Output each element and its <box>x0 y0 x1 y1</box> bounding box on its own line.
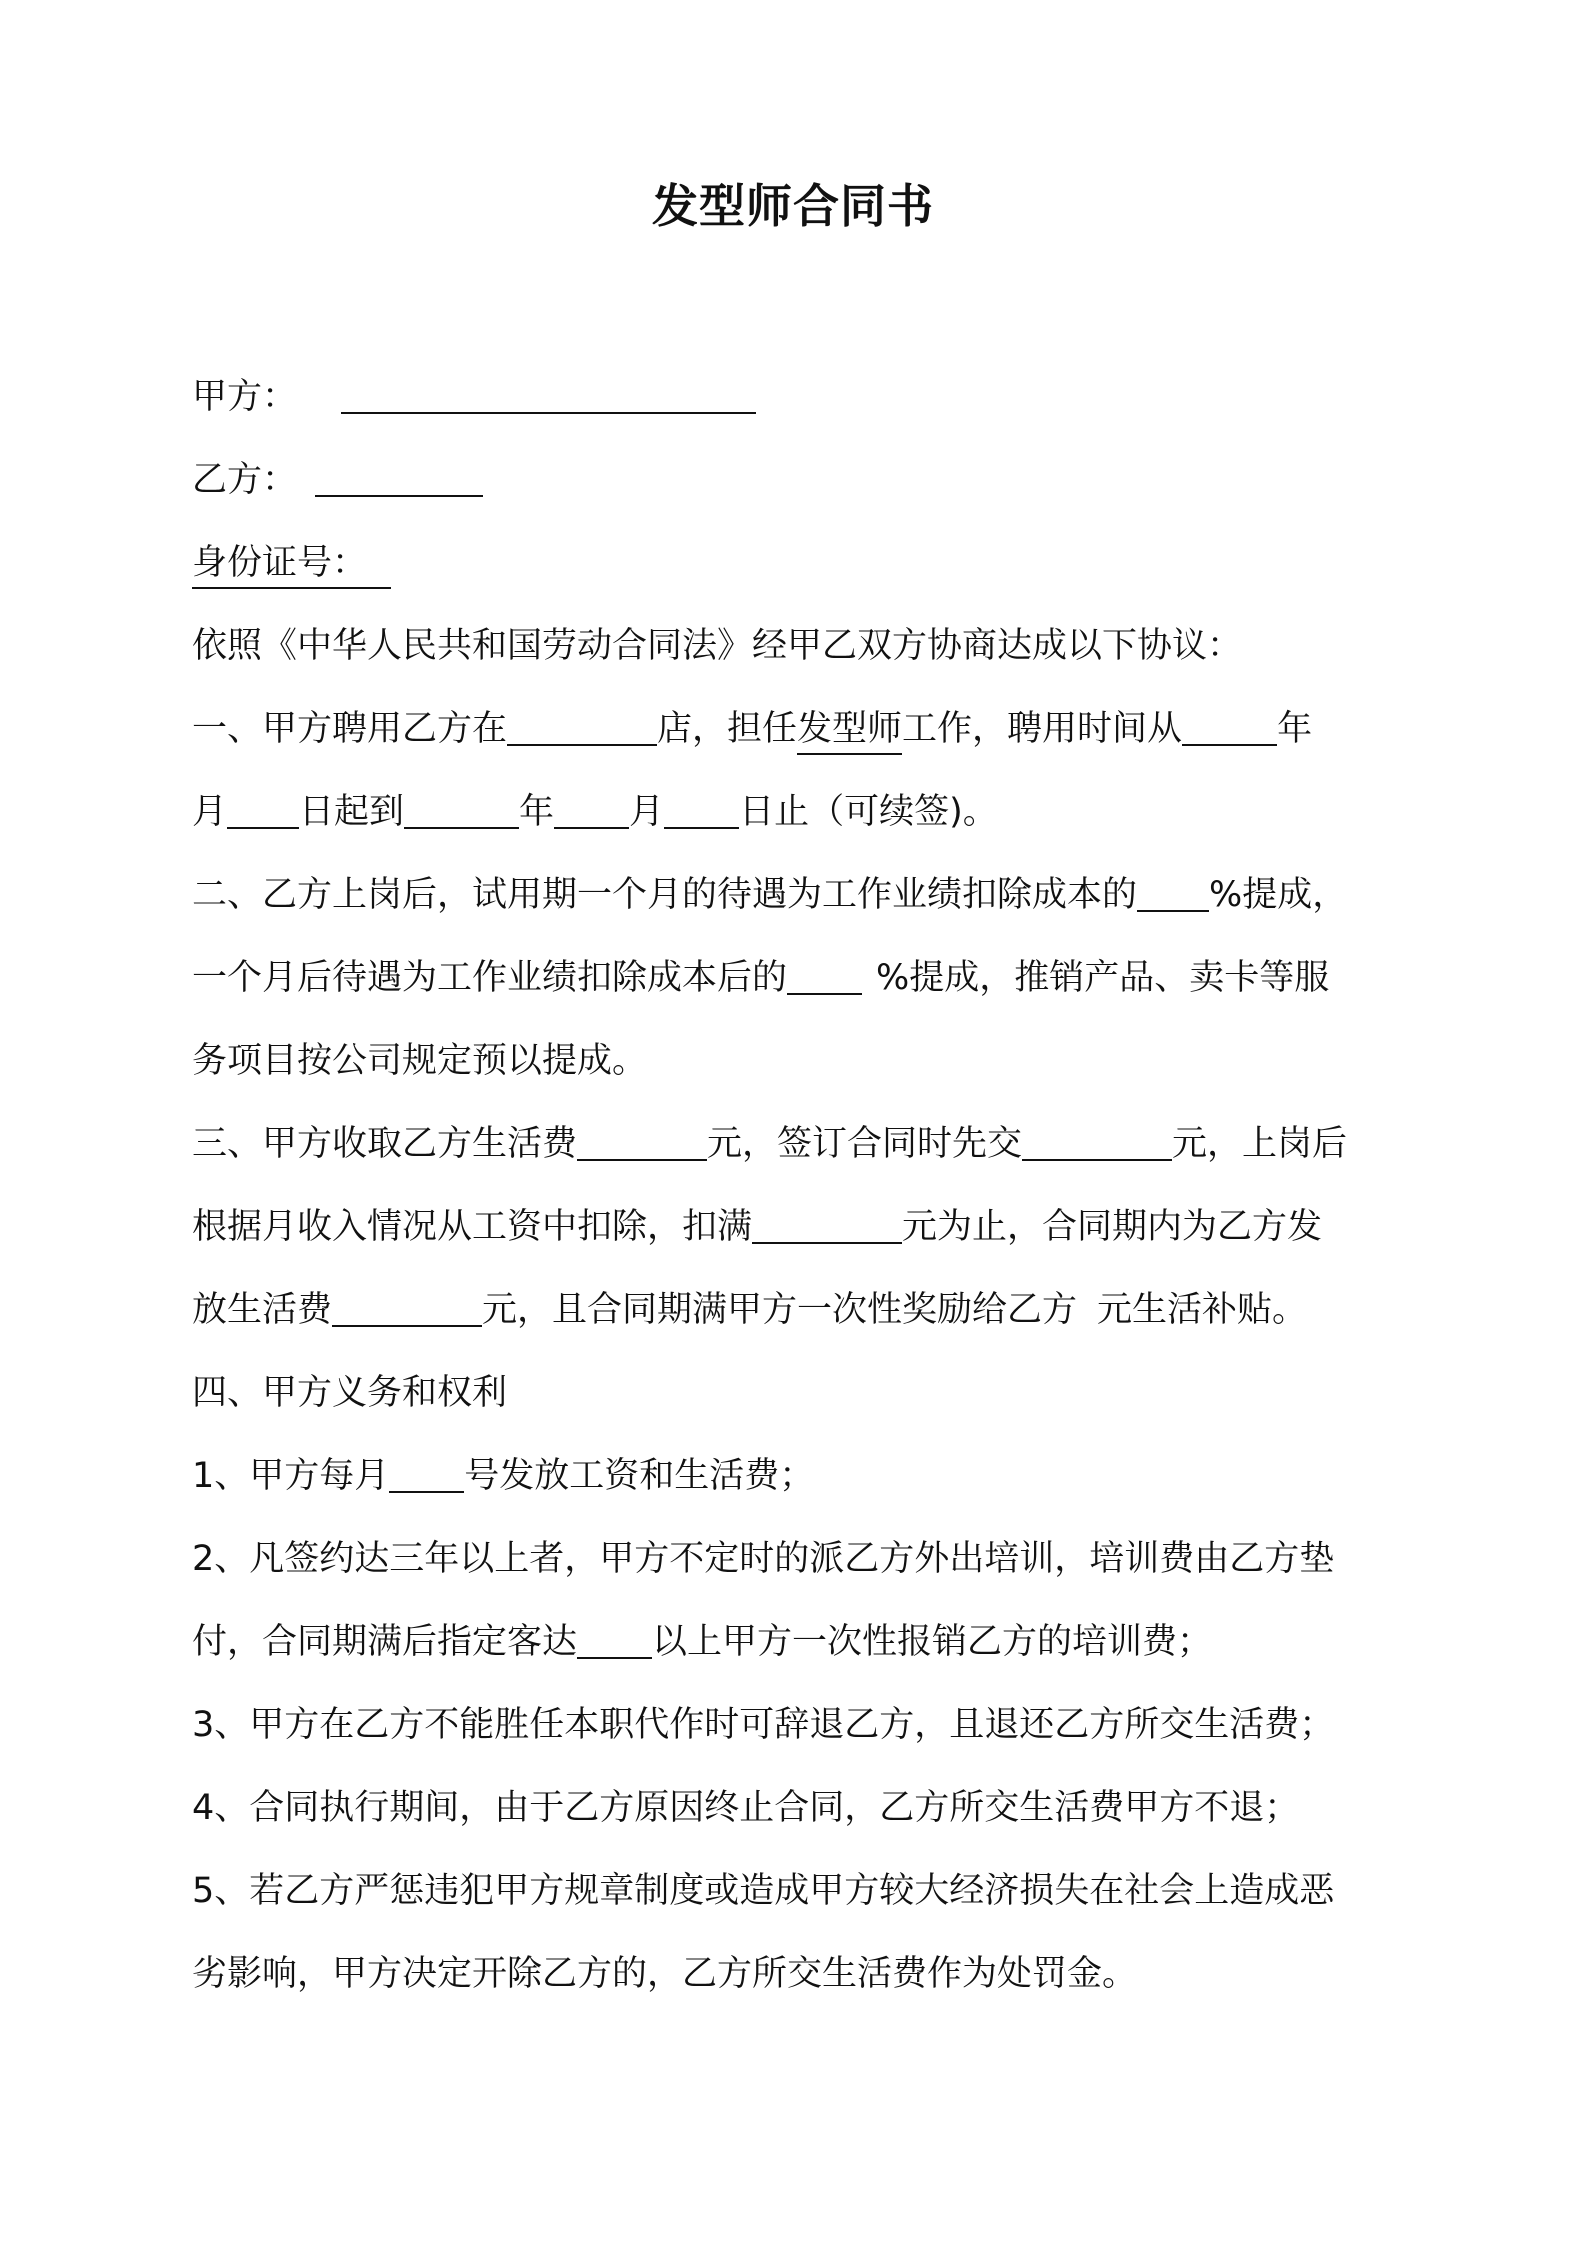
section4-item3 <box>192 1700 1334 1750</box>
clause3-text-f: 放生活费 <box>192 1290 333 1330</box>
section4-item5-line1 <box>192 1866 1334 1916</box>
intro-line <box>192 621 1242 671</box>
item1-text-a: 1、甲方每月 <box>192 1456 390 1496</box>
item5-text-a: 5、若乙方严惩违犯甲方规章制度或造成甲方较大经济损失在社会上造成恶 <box>192 1871 1335 1911</box>
pay-day-blank[interactable] <box>389 1451 464 1493</box>
clause1-text-d: 工作，聘用时间从 <box>902 709 1183 749</box>
clause1-line2 <box>192 787 998 837</box>
start-month-blank[interactable] <box>227 787 299 829</box>
section4-item2-line2 <box>192 1617 1212 1667</box>
id-number-line <box>192 538 391 588</box>
clause1-text-f: 月 <box>192 792 228 832</box>
item2-text-b: 付，合同期满后指定客达 <box>192 1622 578 1662</box>
party-b-label: 乙方： <box>192 460 298 500</box>
intro-text: 依照《中华人民共和国劳动合同法》经甲乙双方协商达成以下协议： <box>192 626 1243 666</box>
clause1-text-j: 日止（可续签)。 <box>739 792 998 832</box>
regular-commission-blank[interactable] <box>787 953 862 995</box>
id-number-label: 身份证号： <box>192 543 391 589</box>
clause3-text-b: 元，签订合同时先交 <box>707 1124 1023 1164</box>
item1-text-b: 号发放工资和生活费； <box>464 1456 815 1496</box>
party-b-blank[interactable] <box>315 455 483 497</box>
clause2-text-d: %提成，推销产品、卖卡等服 <box>876 958 1330 998</box>
living-allowance-blank[interactable] <box>332 1285 482 1327</box>
clause3-text-a: 三、甲方收取乙方生活费 <box>192 1124 578 1164</box>
item2-text-c: 以上甲方一次性报销乙方的培训费； <box>652 1622 1213 1662</box>
clause3-text-e: 元为止，合同期内为乙方发 <box>902 1207 1323 1247</box>
deduction-total-blank[interactable] <box>752 1202 902 1244</box>
trial-commission-blank[interactable] <box>1137 870 1209 912</box>
section4-item4 <box>192 1783 1299 1833</box>
section4-item2-line1 <box>192 1534 1334 1584</box>
party-a-blank[interactable] <box>341 372 756 414</box>
clause2-line3 <box>192 1036 647 1086</box>
item5-text-b: 劣影响，甲方决定开除乙方的，乙方所交生活费作为处罚金。 <box>192 1954 1138 1994</box>
clause1-role: 发型师 <box>797 709 902 755</box>
clause2-text-e: 务项目按公司规定预以提成。 <box>192 1041 648 1081</box>
clause3-text-g: 元，且合同期满甲方一次性奖励给乙方 <box>482 1290 1078 1330</box>
start-year-blank[interactable] <box>1182 704 1277 746</box>
section4-item1 <box>192 1451 814 1501</box>
clause1-text-a: 一、甲方聘用乙方在 <box>192 709 508 749</box>
clause3-text-c: 元，上岗后 <box>1172 1124 1348 1164</box>
client-count-blank[interactable] <box>577 1617 652 1659</box>
clause3-line3 <box>192 1285 1307 1335</box>
item3-text: 3、甲方在乙方不能胜任本职代作时可辞退乙方，且退还乙方所交生活费； <box>192 1705 1335 1745</box>
clause2-line2 <box>192 953 1329 1003</box>
section4-heading-text: 四、甲方义务和权利 <box>192 1373 508 1413</box>
end-year-blank[interactable] <box>404 787 519 829</box>
item2-text-a: 2、凡签约达三年以上者，甲方不定时的派乙方外出培训，培训费由乙方垫 <box>192 1539 1335 1579</box>
clause3-text-d: 根据月收入情况从工资中扣除，扣满 <box>192 1207 753 1247</box>
item4-text: 4、合同执行期间，由于乙方原因终止合同，乙方所交生活费甲方不退； <box>192 1788 1300 1828</box>
clause1-line1 <box>192 704 1312 754</box>
clause1-text-h: 年 <box>519 792 555 832</box>
advance-payment-blank[interactable] <box>1022 1119 1172 1161</box>
clause2-text-a: 二、乙方上岗后，试用期一个月的待遇为工作业绩扣除成本的 <box>192 875 1138 915</box>
section4-item5-line2 <box>192 1949 1137 1999</box>
clause3-line1 <box>192 1119 1347 1169</box>
clause2-text-c: 一个月后待遇为工作业绩扣除成本后的 <box>192 958 788 998</box>
document-title: 发型师合同书 <box>652 179 934 233</box>
end-month-blank[interactable] <box>554 787 629 829</box>
clause2-line1 <box>192 870 1347 920</box>
section4-heading <box>192 1368 507 1418</box>
clause2-text-b: %提成， <box>1209 875 1348 915</box>
store-blank[interactable] <box>507 704 657 746</box>
party-a-line <box>192 372 756 422</box>
living-fee-blank[interactable] <box>577 1119 707 1161</box>
clause1-text-b: 店，担任 <box>657 709 798 749</box>
clause1-text-i: 月 <box>629 792 665 832</box>
clause3-text-h: 元生活补贴。 <box>1097 1290 1308 1330</box>
clause3-line2 <box>192 1202 1322 1252</box>
clause1-text-e: 年 <box>1277 709 1313 749</box>
party-b-line <box>192 455 483 505</box>
clause1-text-g: 日起到 <box>299 792 405 832</box>
party-a-label: 甲方： <box>192 377 298 417</box>
end-day-blank[interactable] <box>664 787 739 829</box>
